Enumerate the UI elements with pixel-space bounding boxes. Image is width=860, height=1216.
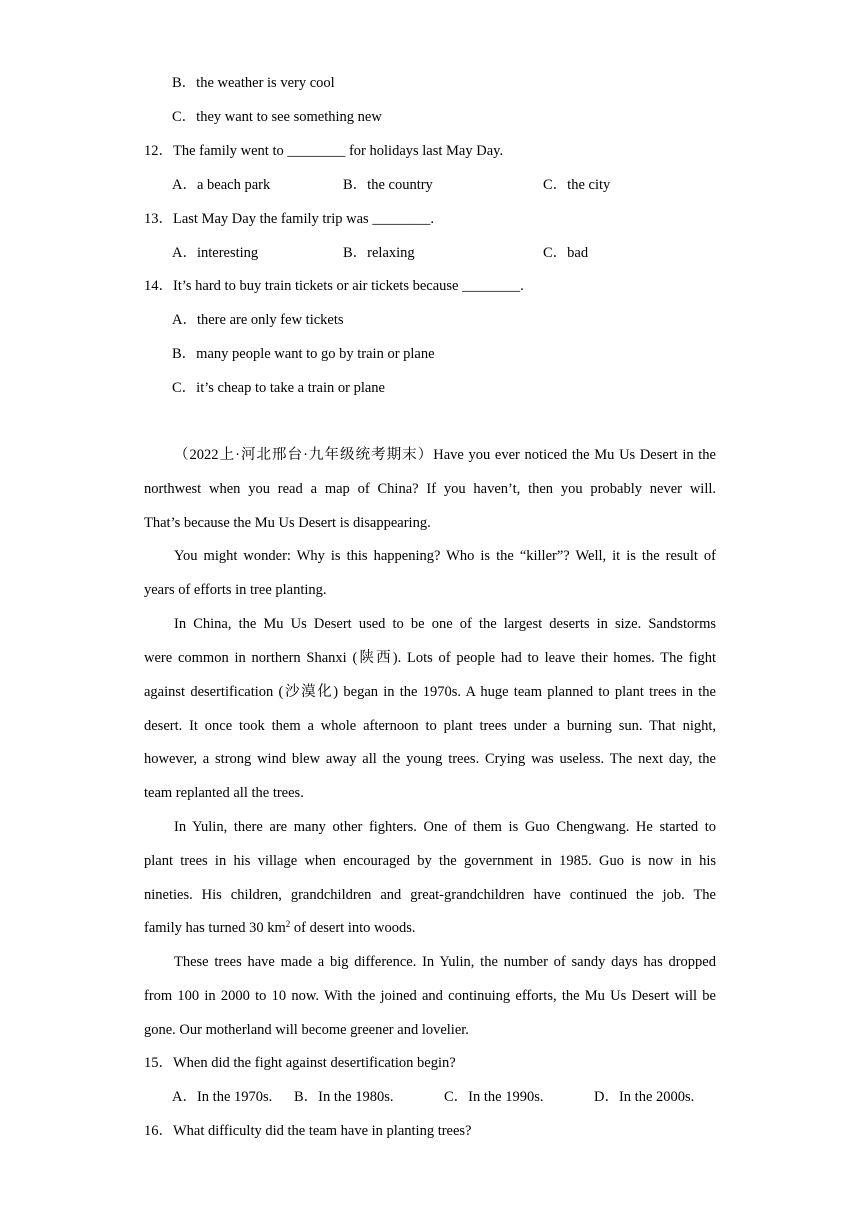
passage-p1-line1: （2022上·河北邢台·九年级统考期末）Have you ever noticed the Mu Us Desert in the	[174, 447, 716, 463]
q13-option-c: C．bad	[543, 245, 589, 261]
q15-stem: 15．When did the fight against desertification begin?	[144, 1055, 456, 1071]
q16-stem: 16．What difficulty did the team have in planting trees?	[144, 1123, 472, 1139]
q12-option-a: A．a beach park	[172, 177, 271, 193]
passage-p3-line1: In China, the Mu Us Desert used to be one of the largest deserts in size. Sandstorms	[174, 616, 716, 632]
passage-p5-line3: gone. Our motherland will become greener and lovelier.	[144, 1022, 469, 1038]
passage-p4-line4	[144, 919, 416, 937]
q13-option-b: B．relaxing	[343, 245, 415, 261]
passage-p3-line6: team replanted all the trees.	[144, 785, 304, 801]
passage-p1-line3: That’s because the Mu Us Desert is disappearing.	[144, 515, 431, 531]
q11-option-b: B．the weather is very cool	[172, 75, 335, 91]
passage-p2-line2: years of efforts in tree planting.	[144, 582, 327, 598]
passage-p3-line5: however, a strong wind blew away all the young trees. Crying was useless. The next day, the	[144, 751, 716, 767]
passage-p2-line1: You might wonder: Why is this happening? Who is the “killer”? Well, it is the result of	[174, 548, 716, 564]
passage-p4-line2: plant trees in his village when encouraged by the government in 1985. Guo is now in his	[144, 853, 716, 869]
passage-p1-line2: northwest when you read a map of China? If you haven’t, then you probably never will.	[144, 481, 716, 497]
passage-p3-line4: desert. It once took them a whole afternoon to plant trees under a burning sun. That night,	[144, 718, 716, 734]
q15-option-b: B．In the 1980s.	[294, 1089, 394, 1105]
passage-p4-line1: In Yulin, there are many other fighters. One of them is Guo Chengwang. He started to	[174, 819, 716, 835]
passage-p5-line1: These trees have made a big difference. In Yulin, the number of sandy days has dropped	[174, 954, 716, 970]
passage-p4-line4-b: of desert into woods.	[290, 920, 416, 936]
passage-p5-line2: from 100 in 2000 to 10 now. With the joined and continuing efforts, the Mu Us Desert will be	[144, 988, 716, 1004]
passage-p4-line3: nineties. His children, grandchildren and great-grandchildren have continued the job. The	[144, 887, 716, 903]
q13-stem: 13．Last May Day the family trip was ________.	[144, 211, 434, 227]
passage-p3-line3: against desertification (沙漠化) began in the 1970s. A huge team planned to plant trees in the	[144, 684, 716, 700]
q13-option-a: A．interesting	[172, 245, 259, 261]
q14-option-c: C．it’s cheap to take a train or plane	[172, 380, 385, 396]
passage-p3-line2: were common in northern Shanxi (陕西). Lots of people had to leave their homes. The fight	[144, 650, 716, 666]
q14-option-a: A．there are only few tickets	[172, 312, 344, 328]
q14-option-b: B．many people want to go by train or plane	[172, 346, 435, 362]
q12-stem: 12．The family went to ________ for holidays last May Day.	[144, 143, 504, 159]
q11-option-c: C．they want to see something new	[172, 109, 382, 125]
q15-option-c: C．In the 1990s.	[444, 1089, 544, 1105]
q15-option-d: D．In the 2000s.	[594, 1089, 695, 1105]
q14-stem: 14．It’s hard to buy train tickets or air tickets because ________.	[144, 278, 524, 294]
passage-p4-line4-a: family has turned 30 km	[144, 920, 286, 936]
superscript-2: 2	[285, 919, 291, 929]
q12-option-c: C．the city	[543, 177, 611, 193]
q15-option-a: A．In the 1970s.	[172, 1089, 273, 1105]
q12-option-b: B．the country	[343, 177, 433, 193]
